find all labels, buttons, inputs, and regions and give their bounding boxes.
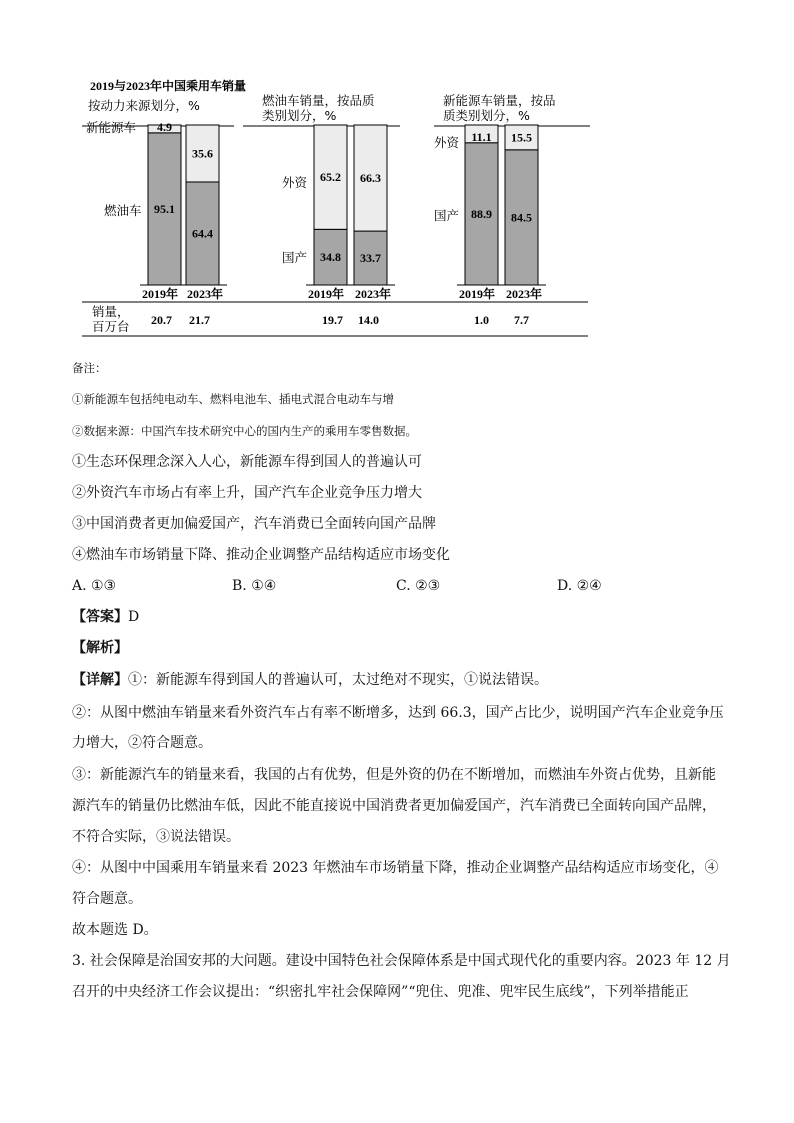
data-label: 34.8 [320, 250, 341, 265]
year-label: 2019年 [142, 287, 179, 301]
sales-value: 21.7 [189, 313, 210, 327]
series-label: 燃油车 [104, 203, 142, 218]
chart-title: 2019与2023年中国乘用车销量 [90, 79, 247, 93]
year-label: 2023年 [355, 287, 392, 301]
panel-subtitle: 按动力来源划分，% [88, 98, 200, 113]
sales-label: 销量， [92, 304, 130, 319]
detail-3a: ③：新能源汽车的销量来看，我国的占有优势，但是外资的仍在不断增加，而燃油车外资占优势，且新能 [72, 767, 716, 783]
series-label: 国产 [282, 250, 308, 265]
analysis-tag: 【解析】 [72, 640, 128, 656]
panel-subtitle: 质类别划分，% [443, 108, 530, 123]
series-label: 外资 [434, 135, 460, 150]
choice-a: A. ①③ [72, 578, 117, 594]
sales-value: 20.7 [151, 313, 172, 327]
year-label: 2023年 [506, 287, 543, 301]
sales-value: 19.7 [322, 313, 343, 327]
detail-line-1 [72, 670, 548, 690]
detail-tag: 【详解】 [72, 672, 128, 688]
data-label: 11.1 [471, 129, 492, 144]
answer-value: D [128, 609, 140, 625]
sales-chart [0, 0, 794, 345]
data-label: 15.5 [511, 130, 532, 145]
panel-subtitle: 新能源车销量，按品 [443, 93, 556, 108]
detail-4b: 符合题意。 [72, 891, 142, 907]
choice-d: D. ②④ [557, 578, 602, 594]
series-label: 国产 [434, 208, 460, 223]
data-label: 84.5 [511, 210, 532, 225]
note-2: ②数据来源：中国汽车技术研究中心的国内生产的乘用车零售数据。 [72, 424, 417, 438]
choice-b: B. ①④ [232, 578, 277, 594]
series-label: 新能源车 [86, 120, 137, 135]
year-label: 2023年 [187, 287, 224, 301]
notes-label: 备注： [72, 361, 107, 375]
year-label: 2019年 [308, 287, 345, 301]
detail-2b: 力增大，②符合题意。 [72, 735, 212, 751]
choice-c: C. ②③ [396, 578, 441, 594]
panel-subtitle: 燃油车销量，按品质 [262, 93, 375, 108]
detail-3b: 源汽车的销量仍比燃油车低，因此不能直接说中国消费者更加偏爱国产，汽车消费已全面转向国产品牌， [72, 798, 716, 814]
answer-tag: 【答案】 [72, 609, 128, 625]
data-label: 64.4 [192, 226, 213, 241]
sales-value: 14.0 [358, 313, 379, 327]
data-label: 65.2 [320, 170, 341, 185]
detail-2a: ②：从图中燃油车销量来看外资汽车占有率不断增多，达到 66.3，国产占比少，说明国产汽车企业竞争压 [72, 705, 724, 721]
panel-subtitle: 类别划分，% [262, 108, 337, 123]
data-label: 95.1 [154, 201, 175, 216]
option-2: ②外资汽车市场占有率上升，国产汽车企业竞争压力增大 [72, 485, 422, 501]
sales-label: 百万台 [92, 319, 130, 334]
year-label: 2019年 [459, 287, 496, 301]
option-3: ③中国消费者更加偏爱国产，汽车消费已全面转向国产品牌 [72, 516, 436, 532]
data-label: 88.9 [471, 206, 492, 221]
data-label: 33.7 [360, 251, 381, 266]
sales-value: 7.7 [514, 313, 529, 327]
sales-value: 1.0 [474, 313, 489, 327]
option-4: ④燃油车市场销量下降、推动企业调整产品结构适应市场变化 [72, 547, 450, 563]
series-label: 外资 [282, 175, 308, 190]
data-label: 4.9 [157, 119, 172, 134]
data-label: 35.6 [192, 146, 213, 161]
detail-4a: ④：从图中中国乘用车销量来看 2023 年燃油车市场销量下降，推动企业调整产品结构适应市场变化，④ [72, 860, 719, 876]
detail-3c: 不符合实际，③说法错误。 [72, 829, 240, 845]
answer-line [72, 607, 139, 627]
data-label: 66.3 [360, 171, 381, 186]
conclusion: 故本题选 D。 [72, 922, 158, 938]
option-1: ①生态环保理念深入人心，新能源车得到国人的普遍认可 [72, 454, 422, 470]
question-3-line-1: 3. 社会保障是治国安邦的大问题。建设中国特色社会保障体系是中国式现代化的重要内容。2023 年 12 月 [72, 953, 731, 969]
note-1: ①新能源车包括纯电动车、燃料电池车、插电式混合电动车与增 [72, 392, 394, 406]
question-3-line-2: 召开的中央经济工作会议提出：“织密扎牢社会保障网”“兜住、兜准、兜牢民生底线”，下列举措能正 [72, 984, 689, 1000]
detail-1: ①：新能源车得到国人的普遍认可，太过绝对不现实，①说法错误。 [128, 672, 548, 688]
